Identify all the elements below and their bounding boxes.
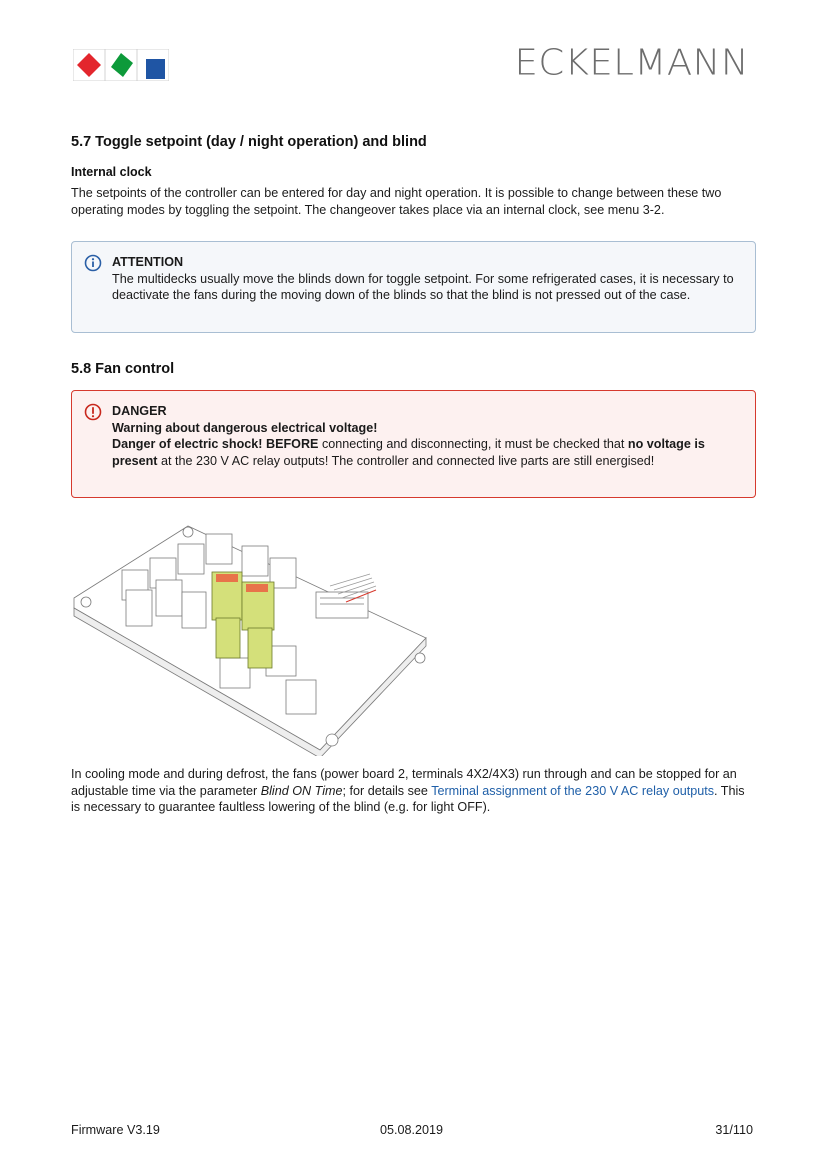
brand-wordmark: ECKELMANN <box>514 42 749 83</box>
power-board-illustration <box>70 518 440 756</box>
attention-label: ATTENTION <box>112 255 184 269</box>
footer-page-number: 31/110 <box>715 1123 753 1137</box>
danger-bold-lead: Danger of electric shock! BEFORE <box>112 437 319 451</box>
paragraph-fan-control <box>71 766 757 816</box>
info-icon <box>84 254 102 272</box>
exclamation-icon <box>84 403 102 421</box>
fan-text-pre: In cooling mode and during defrost, the fans (power board 2, terminals 4X2/4X3) run through and can be stopped for an adjustable time via the parameter <box>71 767 737 798</box>
fan-text-mid: ; for details see <box>342 783 432 798</box>
footer-firmware: Firmware V3.19 <box>71 1123 160 1137</box>
section-title-5-7: 5.7 Toggle setpoint (day / night operation) and blind <box>71 134 427 150</box>
company-logo <box>73 49 169 81</box>
logo-blue-square <box>146 59 165 79</box>
attention-text: The multidecks usually move the blinds down for toggle setpoint. For some refrigerated cases, it is necessary to deactivate the fans during the moving down of the blinds so that the blind is not pressed out of the case. <box>112 271 734 302</box>
footer-date: 05.08.2019 <box>380 1123 444 1137</box>
danger-label: DANGER <box>112 404 167 418</box>
danger-notice <box>71 390 756 498</box>
danger-text-2: at the 230 V AC relay outputs! The controller and connected live parts are still energised! <box>157 453 655 468</box>
subheading-internal-clock: Internal clock <box>71 165 152 179</box>
paragraph-internal-clock: The setpoints of the controller can be entered for day and night operation. It is possible to change between these two operating modes by toggling the setpoint. The changeover takes place via an internal clock, see menu 3-2. <box>71 186 722 217</box>
danger-bold-mid: no voltage is present <box>112 437 705 468</box>
danger-text-1: connecting and disconnecting, it must be checked that <box>318 437 628 451</box>
parameter-name: Blind ON Time <box>260 783 343 798</box>
danger-subtitle: Warning about dangerous electrical voltage! <box>112 420 378 435</box>
fan-text-post: . This is necessary to guarantee faultless lowering of the blind (e.g. for light OFF). <box>71 783 745 814</box>
danger-text <box>112 436 737 469</box>
section-title-5-8: 5.8 Fan control <box>71 361 175 377</box>
attention-notice <box>71 241 756 333</box>
terminal-assignment-link[interactable]: Terminal assignment of the 230 V AC relay outputs <box>431 783 714 798</box>
